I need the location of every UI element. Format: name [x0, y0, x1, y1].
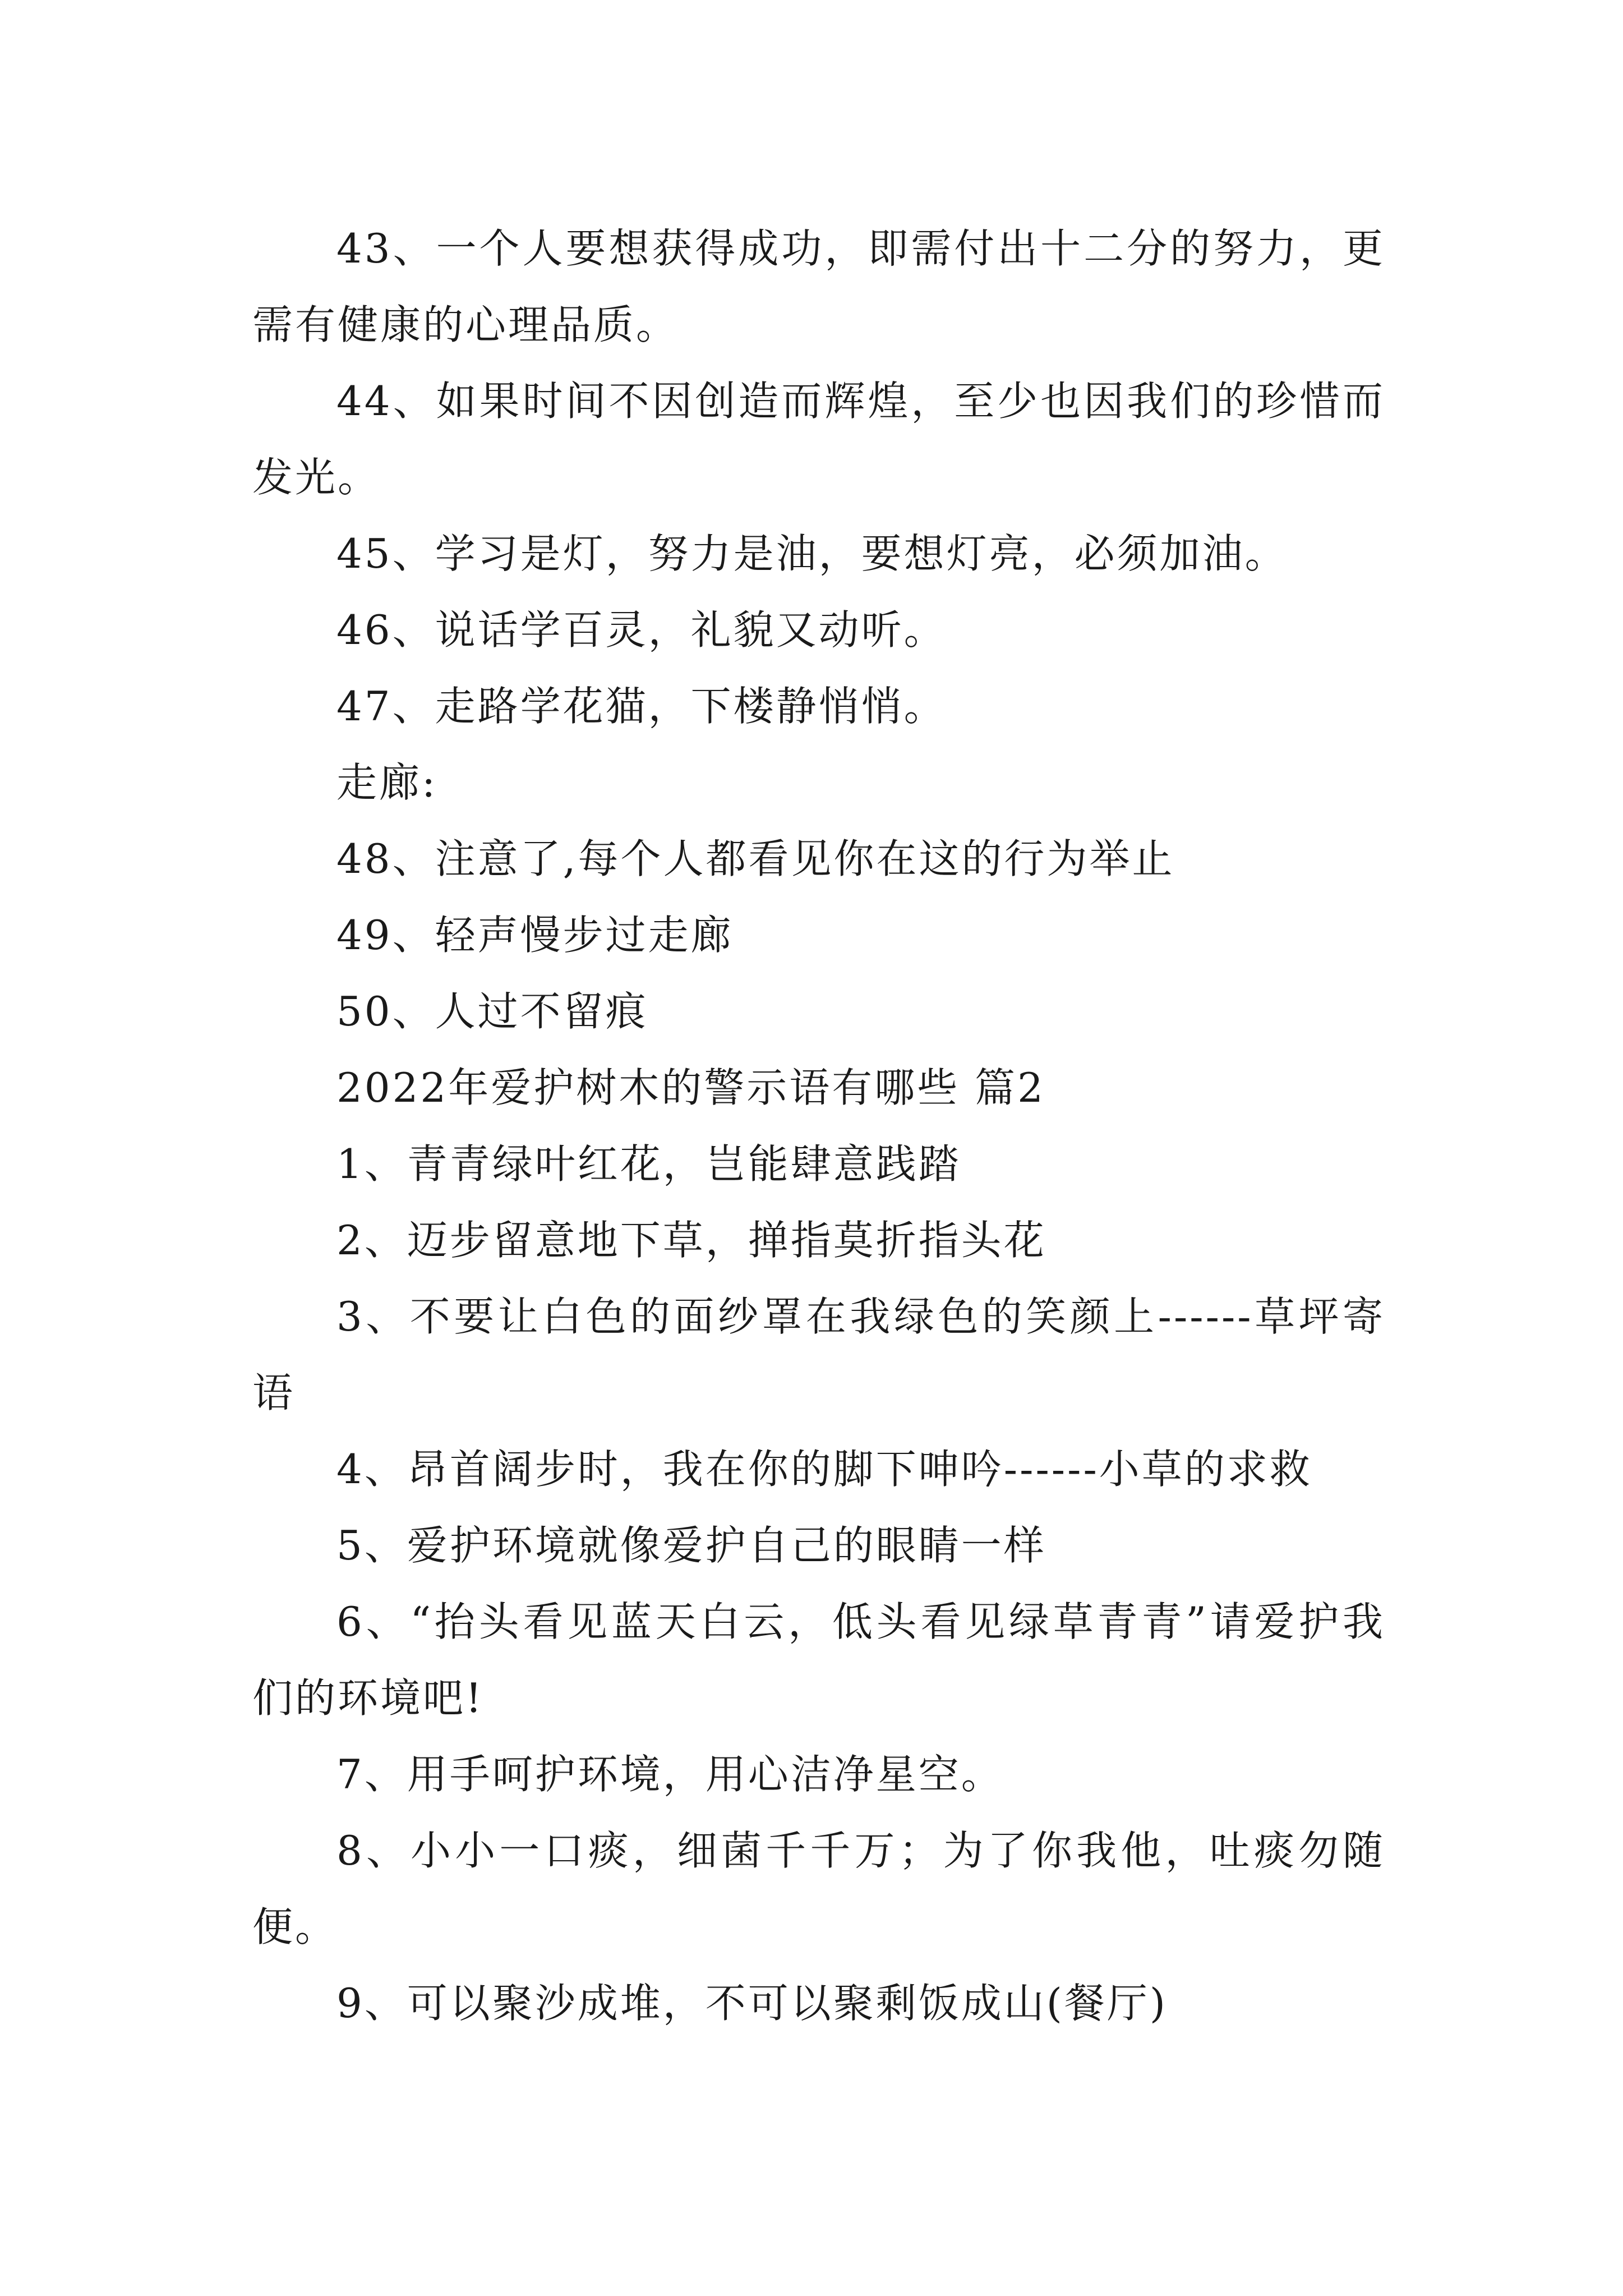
paragraph-4: 4、昂首阔步时，我在你的脚下呻吟------小草的求救: [336, 1446, 1312, 1493]
paragraph-47: 47、走路学花猫，下楼静悄悄。: [336, 683, 947, 730]
paragraph-44: 44、如果时间不因创造而辉煌，至少也因我们的珍惜而发光。: [252, 378, 1385, 501]
paragraph-1: 1、青青绿叶红花，岂能肆意践踏: [336, 1140, 961, 1188]
article-title-part-2: 2022年爱护树木的警示语有哪些 篇2: [336, 1064, 1045, 1111]
paragraph-50: 50、人过不留痕: [336, 988, 648, 1035]
paragraph-7: 7、用手呵护环境，用心洁净星空。: [336, 1751, 1004, 1798]
document-body: [252, 210, 1385, 2041]
paragraph-5: 5、爱护环境就像爱护自己的眼睛一样: [336, 1522, 1046, 1569]
section-heading-corridor: 走廊:: [336, 759, 438, 806]
paragraph-45: 45、学习是灯，努力是油，要想灯亮，必须加油。: [336, 530, 1288, 577]
paragraph-9: 9、可以聚沙成堆，不可以聚剩饭成山(餐厅): [336, 1980, 1168, 2027]
paragraph-46: 46、说话学百灵，礼貌又动听。: [336, 606, 947, 654]
paragraph-2: 2、迈步留意地下草，掸指莫折指头花: [336, 1217, 1046, 1264]
paragraph-48: 48、注意了,每个人都看见你在这的行为举止: [336, 835, 1175, 882]
paragraph-3: 3、不要让白色的面纱罩在我绿色的笑颜上------草坪寄语: [252, 1293, 1385, 1416]
paragraph-8: 8、小小一口痰，细菌千千万；为了你我他，吐痰勿随便。: [252, 1827, 1385, 1950]
paragraph-43: 43、一个人要想获得成功，即需付出十二分的努力，更需有健康的心理品质。: [252, 225, 1385, 348]
paragraph-49: 49、轻声慢步过走廊: [336, 912, 734, 959]
paragraph-6: 6、“抬头看见蓝天白云，低头看见绿草青青”请爱护我们的环境吧!: [252, 1598, 1385, 1722]
